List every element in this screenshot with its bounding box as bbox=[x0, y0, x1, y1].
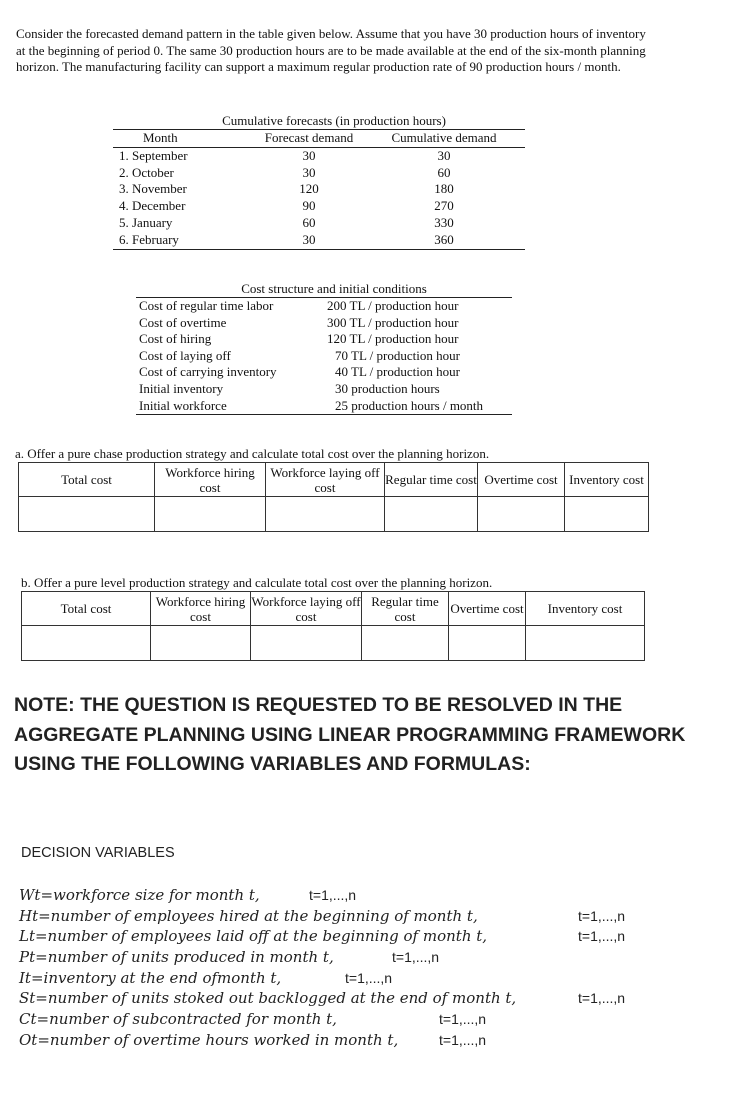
cost-label: Cost of carrying inventory bbox=[139, 364, 277, 380]
forecast-cell: 90 bbox=[302, 198, 316, 214]
cost-label: Initial inventory bbox=[139, 380, 224, 396]
question-a-answer-table bbox=[18, 462, 649, 532]
answer-cell[interactable] bbox=[362, 626, 449, 661]
header-laying-off-cost: Workforce laying off cost bbox=[266, 463, 385, 497]
table-row bbox=[136, 331, 512, 348]
header-month: Month bbox=[113, 130, 255, 148]
answer-cell[interactable] bbox=[22, 626, 151, 661]
forecast-cell: 30 bbox=[255, 232, 363, 249]
forecast-cell: 30 bbox=[302, 147, 316, 163]
table-row bbox=[113, 147, 525, 164]
forecast-header-row bbox=[113, 130, 525, 148]
decision-variables-title: DECISION VARIABLES bbox=[21, 845, 175, 861]
variable-range: t=1,...,n bbox=[392, 949, 440, 966]
decision-variables-list bbox=[19, 885, 739, 1051]
header-regular-time-cost: Regular time cost bbox=[385, 463, 478, 497]
cost-value: 30 production hours bbox=[335, 380, 440, 396]
variable-definition: Ct=number of subcontracted for month t, bbox=[19, 1010, 337, 1029]
month-cell: 5. January bbox=[119, 214, 173, 230]
table-row bbox=[113, 232, 525, 249]
cost-value: 70 TL / production hour bbox=[335, 347, 460, 363]
variable-range: t=1,...,n bbox=[578, 928, 626, 945]
table-row bbox=[136, 381, 512, 398]
answer-header-row bbox=[22, 592, 645, 626]
variable-row bbox=[19, 1009, 739, 1030]
cumulative-cell: 180 bbox=[434, 181, 454, 197]
variable-definition: Wt=workforce size for month t, bbox=[19, 886, 260, 904]
month-cell: 6. February bbox=[113, 232, 255, 249]
cost-label: Cost of hiring bbox=[139, 331, 212, 347]
variable-range: t=1,...,n bbox=[578, 907, 626, 924]
question-a-text: a. Offer a pure chase production strategy and calculate total cost over the planning horizon. bbox=[15, 446, 490, 461]
table-row bbox=[113, 215, 525, 232]
variable-definition: Lt=number of employees laid off at the beginning of month t, bbox=[19, 927, 488, 946]
intro-paragraph: Consider the forecasted demand pattern in the table given below. Assume that you have 30 production hours of inventory at the beginning of period 0. The same 30 production hours are to be made available at the end of the six-month planning horizon. The manufacturing facility can support a maximum regular production rate of 90 production hours / month. bbox=[16, 26, 646, 74]
answer-row bbox=[19, 497, 649, 532]
cost-value: 40 TL / production hour bbox=[335, 364, 460, 380]
cost-label: Initial workforce bbox=[136, 398, 327, 415]
header-inventory-cost: Inventory cost bbox=[565, 463, 649, 497]
forecast-cell: 60 bbox=[302, 214, 316, 230]
cost-table-title: Cost structure and initial conditions bbox=[136, 281, 512, 298]
answer-cell[interactable] bbox=[266, 497, 385, 532]
question-b-text: b. Offer a pure level production strategy and calculate total cost over the planning horizon. bbox=[21, 575, 493, 590]
variable-definition: Ot=number of overtime hours worked in month t, bbox=[19, 1030, 399, 1049]
variable-row bbox=[19, 885, 739, 906]
table-row bbox=[136, 315, 512, 332]
cumulative-cell: 360 bbox=[363, 232, 525, 249]
table-row bbox=[113, 181, 525, 198]
answer-cell[interactable] bbox=[251, 626, 362, 661]
cost-label: Cost of overtime bbox=[139, 314, 227, 330]
table-row bbox=[136, 364, 512, 381]
variable-row bbox=[19, 988, 739, 1009]
variable-range: t=1,...,n bbox=[345, 969, 393, 986]
header-forecast-demand: Forecast demand bbox=[255, 130, 363, 148]
variable-definition: Ht=number of employees hired at the beginning of month t, bbox=[19, 906, 478, 925]
table-row bbox=[113, 198, 525, 215]
variable-row bbox=[19, 947, 739, 968]
variable-range: t=1,...,n bbox=[578, 990, 626, 1007]
answer-cell[interactable] bbox=[155, 497, 266, 532]
cumulative-cell: 270 bbox=[434, 198, 454, 214]
header-regular-time-cost: Regular time cost bbox=[362, 592, 449, 626]
answer-cell[interactable] bbox=[385, 497, 478, 532]
cumulative-cell: 60 bbox=[437, 164, 451, 180]
header-cumulative-demand: Cumulative demand bbox=[363, 130, 525, 148]
month-cell: 3. November bbox=[119, 181, 187, 197]
cost-label: Cost of regular time labor bbox=[139, 298, 274, 313]
note-text: NOTE: THE QUESTION IS REQUESTED TO BE RESOLVED IN THE AGGREGATE PLANNING USING LINEAR PROGRAMMING FRAMEWORK USING THE FOLLOWING VARIABLES AND FORMULAS: bbox=[14, 694, 686, 775]
answer-cell[interactable] bbox=[526, 626, 645, 661]
variable-row bbox=[19, 926, 739, 947]
table-row bbox=[136, 398, 512, 415]
header-hiring-cost: Workforce hiring cost bbox=[155, 463, 266, 497]
answer-cell[interactable] bbox=[449, 626, 526, 661]
variable-range: t=1,...,n bbox=[309, 887, 357, 903]
cost-value: 300 TL / production hour bbox=[327, 314, 459, 330]
answer-header-row bbox=[19, 463, 649, 497]
question-b-answer-table bbox=[21, 591, 645, 661]
table-row bbox=[136, 298, 512, 315]
header-total-cost: Total cost bbox=[22, 592, 151, 626]
header-inventory-cost: Inventory cost bbox=[526, 592, 645, 626]
answer-cell[interactable] bbox=[151, 626, 251, 661]
variable-row bbox=[19, 968, 739, 989]
forecast-table-title: Cumulative forecasts (in production hours) bbox=[222, 113, 446, 128]
header-total-cost: Total cost bbox=[19, 463, 155, 497]
variable-range: t=1,...,n bbox=[439, 1031, 487, 1048]
answer-row bbox=[22, 626, 645, 661]
header-overtime-cost: Overtime cost bbox=[478, 463, 565, 497]
answer-cell[interactable] bbox=[565, 497, 649, 532]
cost-label: Cost of laying off bbox=[139, 347, 231, 363]
variable-definition: Pt=number of units produced in month t, bbox=[19, 948, 334, 967]
cost-value: 120 TL / production hour bbox=[327, 331, 459, 347]
month-cell: 2. October bbox=[119, 164, 174, 180]
forecast-table bbox=[113, 113, 525, 250]
table-row bbox=[113, 165, 525, 182]
cumulative-cell: 30 bbox=[437, 147, 451, 163]
variable-row bbox=[19, 906, 739, 927]
header-hiring-cost: Workforce hiring cost bbox=[151, 592, 251, 626]
cost-value: 200 TL / production hour bbox=[327, 298, 459, 313]
cumulative-cell: 330 bbox=[434, 214, 454, 230]
variable-range: t=1,...,n bbox=[439, 1011, 487, 1028]
variable-row bbox=[19, 1030, 739, 1051]
variable-definition: St=number of units stoked out backlogged at the end of month t, bbox=[19, 989, 517, 1008]
month-cell: 1. September bbox=[119, 147, 188, 163]
variable-definition: It=inventory at the end ofmonth t, bbox=[19, 968, 282, 987]
header-overtime-cost: Overtime cost bbox=[449, 592, 526, 626]
header-laying-off-cost: Workforce laying off cost bbox=[251, 593, 361, 624]
table-row bbox=[136, 348, 512, 365]
question-a bbox=[15, 446, 649, 532]
forecast-cell: 120 bbox=[299, 181, 319, 197]
answer-cell[interactable] bbox=[19, 497, 155, 532]
month-cell: 4. December bbox=[119, 198, 186, 214]
cost-value: 25 production hours / month bbox=[327, 398, 512, 415]
cost-structure-table bbox=[136, 281, 512, 415]
question-b bbox=[21, 575, 645, 661]
answer-cell[interactable] bbox=[478, 497, 565, 532]
forecast-cell: 30 bbox=[302, 164, 316, 180]
